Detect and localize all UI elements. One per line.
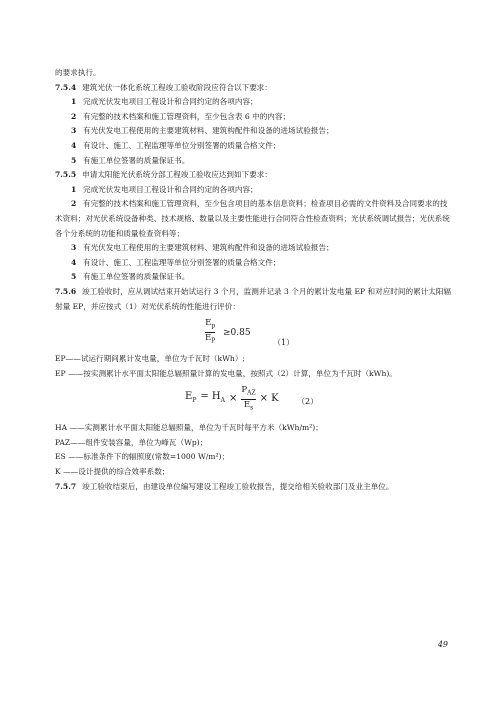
list-item: 5 有施工单位签署的质量保证书。	[71, 272, 190, 282]
list-7-5-5	[55, 183, 455, 285]
definition-k: K ——设计提供的综合效率系数；	[55, 467, 170, 477]
list-item: 3 有光伏发电工程使用的主要建筑材料、建筑构配件和设备的进场试验报告；	[71, 126, 334, 136]
section-7-5-5	[55, 168, 455, 183]
definition-paz: PAZ——组件安装容量，单位为峰瓦（Wp)；	[55, 437, 208, 447]
equation-1	[55, 314, 455, 352]
page-number: 49	[437, 640, 448, 649]
definition-ha: HA ——实测累计水平面太阳能总辐照量，单位为千瓦时每平方米（kWh/m²)；	[55, 423, 323, 433]
list-item: 4 有设计、施工、工程监理等单位分别签署的质量合格文件；	[71, 140, 281, 150]
section-7-5-7	[55, 480, 455, 495]
list-7-5-4	[55, 95, 455, 168]
equation-1-label: （1）	[273, 338, 295, 348]
document-body	[55, 66, 455, 494]
definition-ep-measured: EP——试运行期间累计发电量，单位为千瓦时（kWh）;	[55, 354, 245, 364]
section-number: 7.5.5	[55, 170, 77, 180]
equation-2-label: （2）	[297, 397, 319, 407]
section-text: 竣工验收结束后，由建设单位编写建设工程竣工验收报告，提交给相关验收部门及业主单位。	[82, 481, 394, 491]
list-item: 2 有完整的技术档案和施工管理资料，至少包含项目的基本信息资料；检查项目必需的文件资料及合同要求的技术资料；对光伏系统设备种类、技术规格、数量以及主要性能进行合同符合性检查资料；光伏系统调试报告；光伏系统各个分系统的功能和质量检查资料等；	[55, 199, 450, 238]
equation-1-relation: ≥0.85	[223, 328, 251, 339]
list-item: 2 有完整的技术档案和施工管理资料，至少包含表 6 中的内容；	[71, 111, 291, 121]
equation-2-fraction: $\frac{P_{AZ}}{E_s}$	[241, 385, 256, 412]
equation-2: $E_P$ = $H_A$ × $\frac{P_{AZ}}{E_s}$ × K （2）	[185, 385, 319, 412]
lead-text: 的要求执行。	[55, 68, 101, 77]
list-item: 4 有设计、施工、工程监理等单位分别签署的质量合格文件；	[71, 257, 281, 267]
definition-ep-calculated: EP ——按实测累计水平面太阳能总辐照量计算的发电量，按照式（2）计算，单位为千瓦时（kWh)。	[55, 368, 397, 378]
section-text: 竣工验收时，应从调试结束开始试运行 3 个月，监测并记录 3 个月的累计发电量 EP 和对应时间的累计太阳辐射量 EP，并应按式（1）对光伏系统的性能进行评价：	[55, 286, 452, 311]
list-item: 1 完成光伏发电项目工程设计和合同约定的各项内容；	[71, 184, 258, 194]
list-item: 3 有光伏发电工程使用的主要建筑材料、建筑构配件和设备的进场试验报告；	[71, 243, 334, 253]
section-7-5-6	[55, 285, 455, 314]
section-text: 建筑光伏一体化系统工程竣工验收阶段应符合以下要求：	[82, 82, 272, 92]
section-number: 7.5.6	[55, 286, 77, 296]
definition-es: ES ——标准条件下的辐照度(常数=1000 W/m²)；	[55, 452, 230, 462]
equation-1-fraction: $E_p$ $E_P$	[205, 318, 216, 345]
section-number: 7.5.7	[55, 481, 77, 491]
section-7-5-4	[55, 81, 455, 96]
section-text: 申请太阳能光伏系统分部工程竣工验收应达到如下要求：	[82, 170, 272, 180]
list-item: 5 有施工单位签署的质量保证书。	[71, 155, 190, 165]
section-number: 7.5.4	[55, 82, 77, 92]
list-item: 1 完成光伏发电项目工程设计和合同约定的各项内容；	[71, 97, 258, 107]
